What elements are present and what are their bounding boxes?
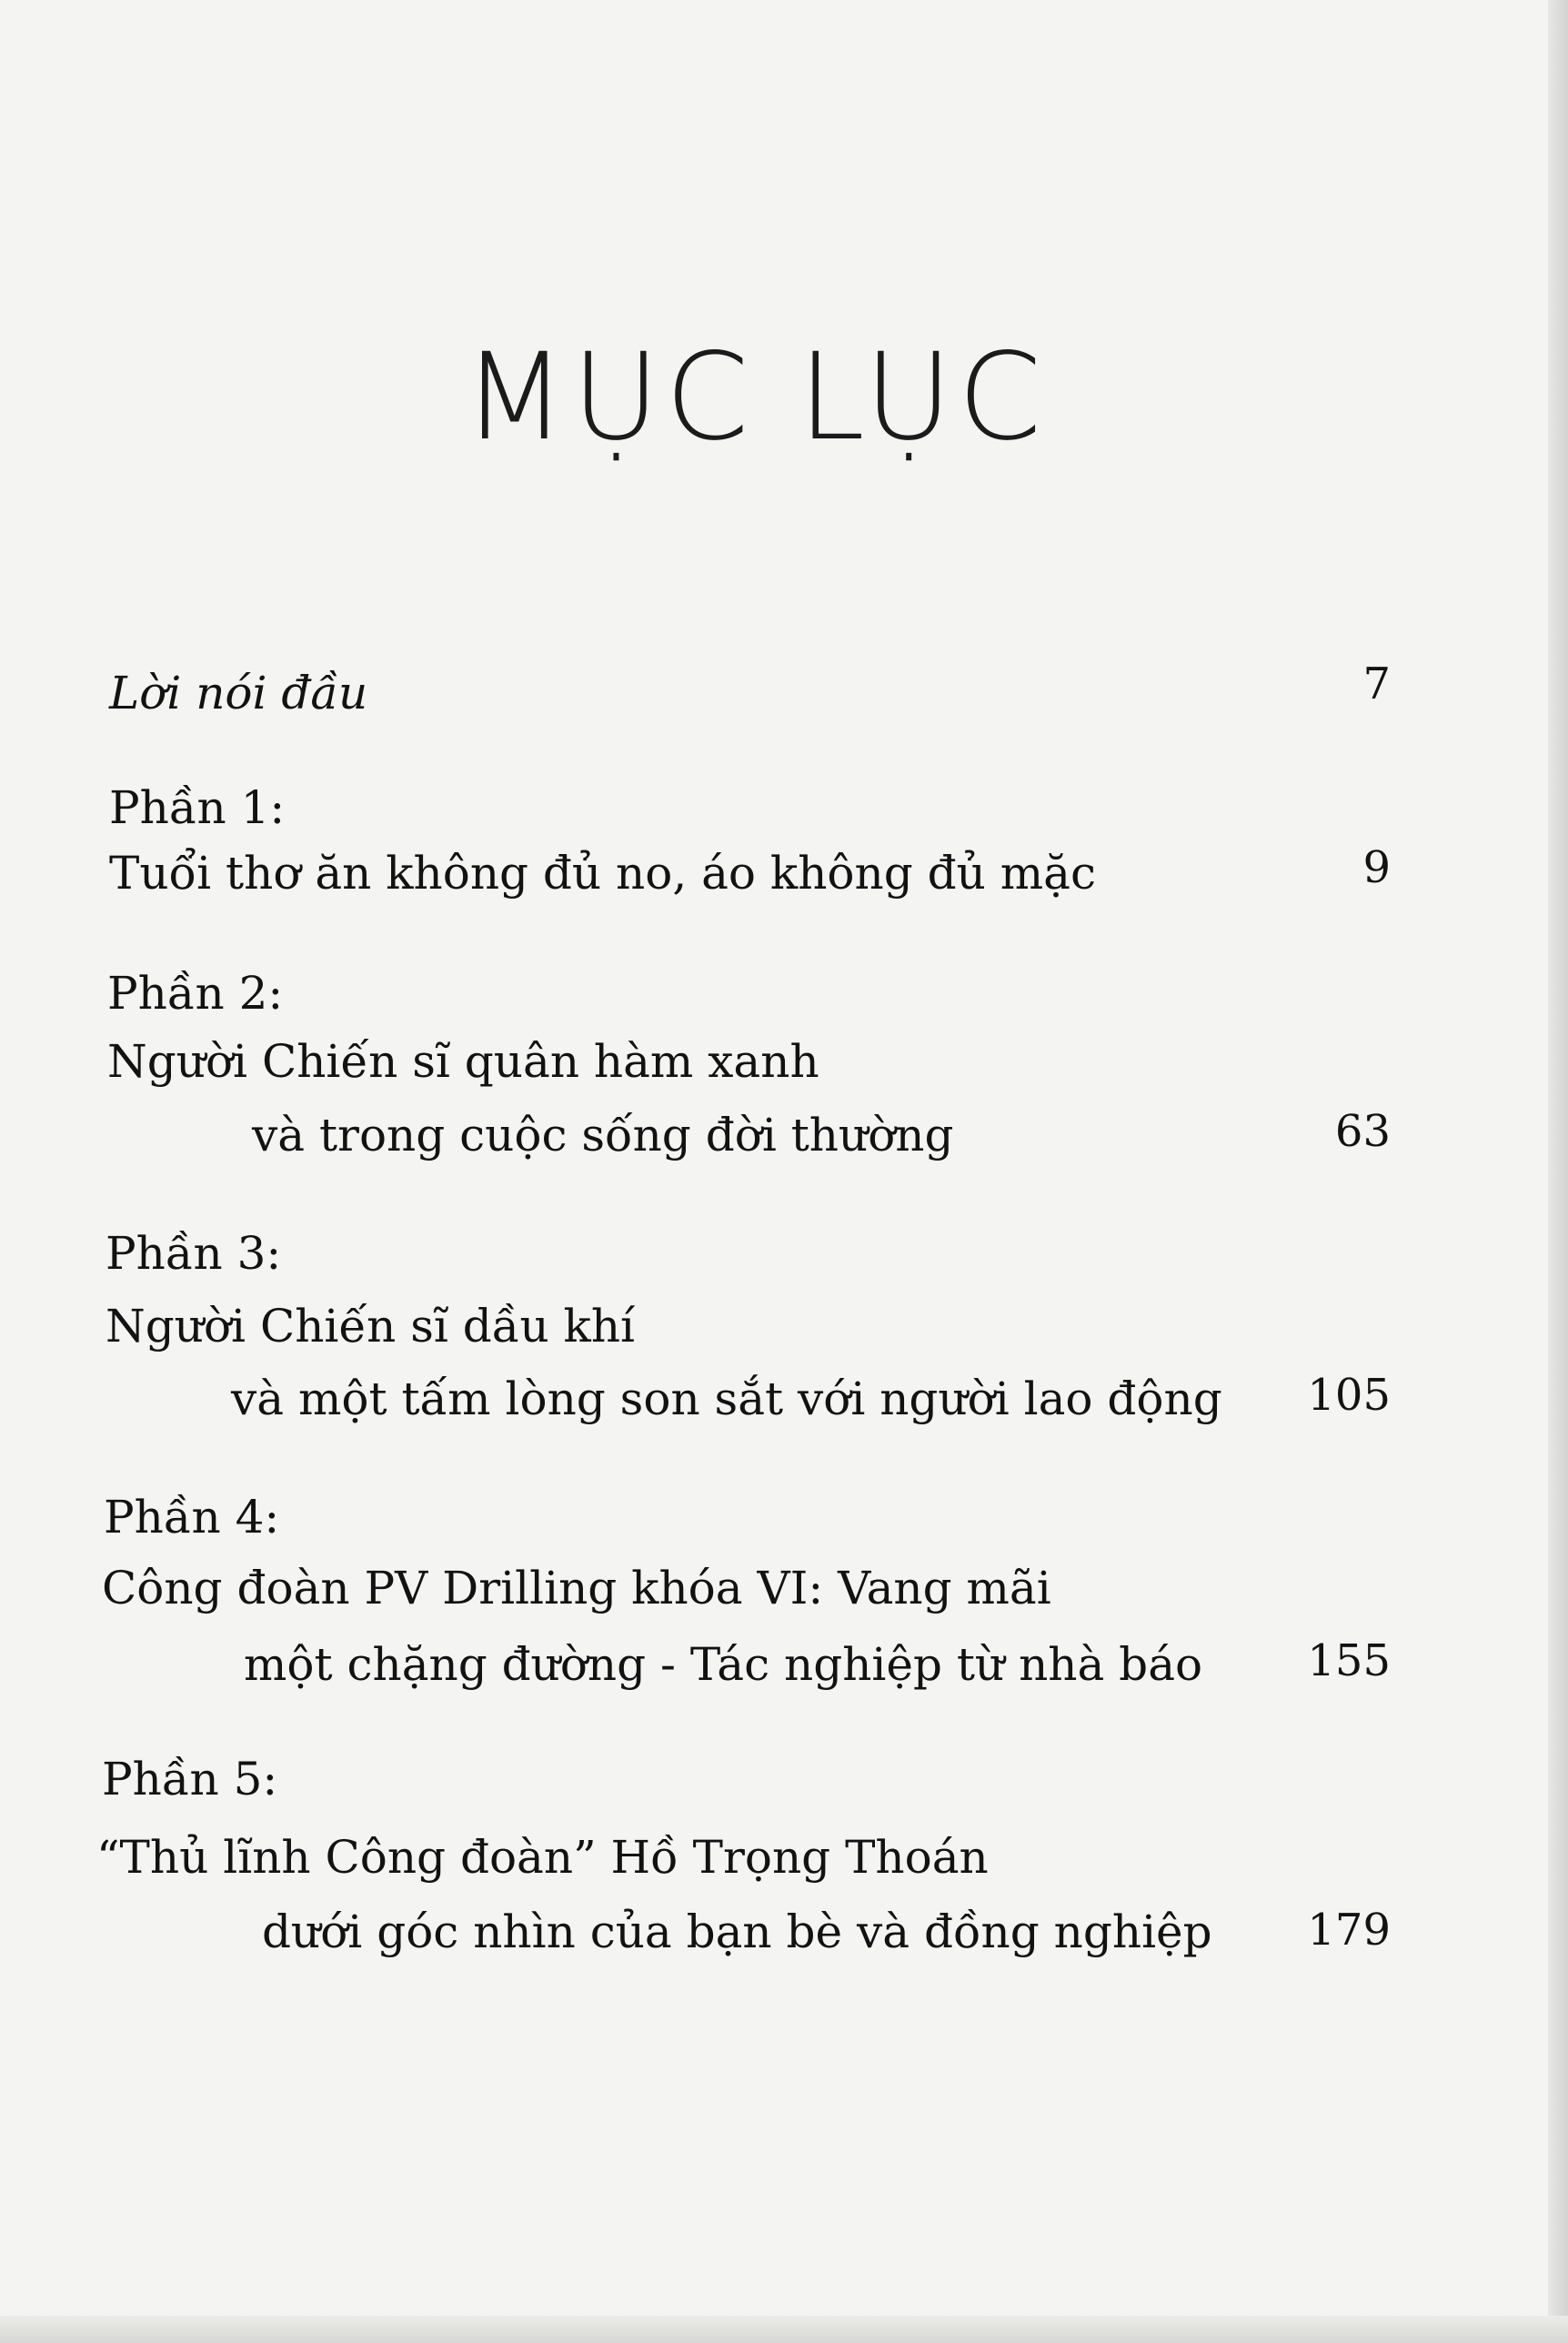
toc-part-5-heading: Phần 5:	[102, 1753, 278, 1805]
page-bottom-edge	[0, 2316, 1568, 2343]
toc-part-5-line-2: dưới góc nhìn của bạn bè và đồng nghiệp	[262, 1906, 1212, 1958]
toc-part-3-line-1: Người Chiến sĩ dầu khí	[106, 1300, 636, 1353]
page-edge	[1548, 0, 1568, 2343]
page-title: MỤC LỤC	[462, 327, 1048, 468]
toc-part-3-page: 105	[1307, 1370, 1391, 1421]
toc-part-4-line-2: một chặng đường - Tác nghiệp từ nhà báo	[244, 1638, 1203, 1691]
toc-foreword-page: 7	[1362, 659, 1391, 709]
toc-part-1-page: 9	[1362, 842, 1391, 893]
toc-part-1-line-1: Tuổi thơ ăn không đủ no, áo không đủ mặc	[109, 847, 1096, 900]
toc-part-2-line-1: Người Chiến sĩ quân hàm xanh	[107, 1035, 819, 1088]
toc-part-4-line-1: Công đoàn PV Drilling khóa VI: Vang mãi	[102, 1562, 1051, 1614]
toc-part-2-heading: Phần 2:	[107, 967, 284, 1020]
toc-part-1-heading: Phần 1:	[109, 781, 286, 834]
toc-part-2-line-2: và trong cuộc sống đời thường	[252, 1109, 954, 1161]
toc-part-4-heading: Phần 4:	[104, 1491, 280, 1544]
toc-part-5-page: 179	[1307, 1905, 1391, 1956]
toc-part-3-line-2: và một tấm lòng son sắt với người lao động	[231, 1373, 1222, 1425]
toc-part-2-page: 63	[1334, 1106, 1391, 1157]
toc-part-4-page: 155	[1307, 1635, 1391, 1686]
toc-part-3-heading: Phần 3:	[106, 1227, 282, 1280]
toc-part-5-line-1: “Thủ lĩnh Công đoàn” Hồ Trọng Thoán	[96, 1831, 989, 1884]
toc-foreword-label: Lời nói đầu	[109, 667, 368, 719]
